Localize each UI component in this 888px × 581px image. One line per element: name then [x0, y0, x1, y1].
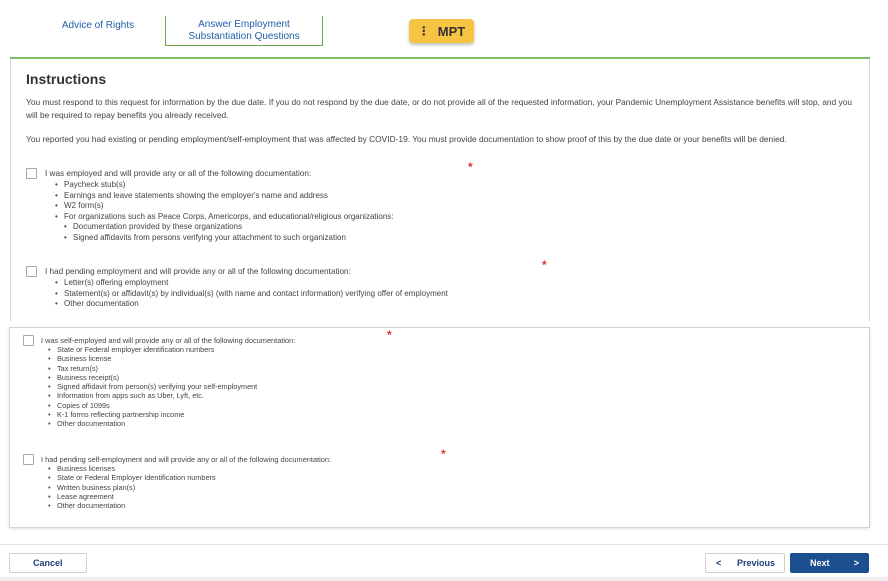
option-pending-employment-label: I had pending employment and will provide any or all of the following documentation:	[45, 267, 351, 276]
more-vertical-icon: ⋮	[417, 24, 430, 38]
pending-employment-doc-list	[53, 278, 448, 310]
pending-self-employment-doc-list	[46, 464, 216, 510]
employed-doc-list	[53, 180, 394, 244]
list-item: • Paycheck stub(s)	[53, 180, 394, 191]
tab-answer-line2: Substantiation Questions	[188, 31, 300, 42]
tab-answer-employment[interactable]	[165, 16, 323, 46]
list-item: • Business licenses	[46, 464, 216, 473]
list-item: • Written business plan(s)	[46, 483, 216, 492]
footer-divider	[0, 544, 888, 545]
list-item: • Signed affidavit from person(s) verifying your self-employment	[46, 382, 257, 391]
list-item: • Lease agreement	[46, 492, 216, 501]
list-item: • K-1 forms reflecting partnership income	[46, 410, 257, 419]
instructions-panel	[10, 59, 870, 321]
chevron-left-icon: <	[716, 558, 722, 568]
list-item: • Other documentation	[46, 419, 257, 428]
list-item: • Other documentation	[53, 299, 448, 310]
next-button[interactable]	[790, 553, 869, 573]
required-asterisk: *	[387, 328, 392, 342]
chevron-right-icon: >	[853, 558, 859, 568]
list-item: • Tax return(s)	[46, 364, 257, 373]
self-employed-doc-list	[46, 345, 257, 429]
list-item: • Statement(s) or affidavit(s) by individual(s) (with name and contact information) verifying offer of employment	[53, 289, 448, 300]
required-asterisk: *	[441, 447, 446, 461]
list-item: • Earnings and leave statements showing the employer's name and address	[53, 191, 394, 202]
mpt-button[interactable]	[409, 19, 474, 43]
checkbox-pending-self-employment[interactable]	[23, 454, 34, 465]
list-item: • State or Federal employer identification numbers	[46, 345, 257, 354]
mpt-label: MPT	[437, 23, 466, 39]
list-item: • W2 form(s)	[53, 201, 394, 212]
option-employed-label: I was employed and will provide any or all of the following documentation:	[45, 169, 312, 178]
instructions-paragraph-1: You must respond to this request for information by the due date. If you do not respond by the due date, or do not provide all of the requested information, your Pandemic Unemployment Assistance benefits will stop, and you will be required to repay benefits you already received.	[26, 97, 853, 120]
page-title: Instructions	[26, 71, 107, 87]
cancel-button[interactable]	[9, 553, 87, 573]
tab-bar	[0, 0, 888, 60]
tab-advice-of-rights[interactable]: Advice of Rights	[61, 20, 135, 31]
list-item: • Business license	[46, 354, 257, 363]
list-item: • Information from apps such as Uber, Lyft, etc.	[46, 391, 257, 400]
list-item: • State or Federal Employer Identification numbers	[46, 473, 216, 482]
checkbox-pending-employment[interactable]	[26, 266, 37, 277]
cancel-label: Cancel	[33, 558, 63, 568]
option-pending-self-employment-label: I had pending self-employment and will provide any or all of the following documentation:	[41, 455, 332, 464]
instructions-paragraph-2: You reported you had existing or pending employment/self-employment that was affected by COVID-19. You must provide documentation to show proof of this by the due date or your benefits will be denied.	[26, 134, 787, 144]
checkbox-self-employed[interactable]	[23, 335, 34, 346]
required-asterisk: *	[542, 258, 547, 272]
list-item: • Letter(s) offering employment	[53, 278, 448, 289]
bottom-strip	[0, 577, 888, 581]
previous-label: Previous	[737, 558, 776, 568]
list-subitem: • Signed affidavits from persons verifying your attachment to such organization	[53, 233, 394, 244]
option-self-employed-label: I was self-employed and will provide any or all of the following documentation:	[41, 336, 296, 345]
list-item: • Other documentation	[46, 501, 216, 510]
self-employment-panel	[9, 327, 870, 528]
list-item: • Business receipt(s)	[46, 373, 257, 382]
next-label: Next	[810, 558, 830, 568]
required-asterisk: *	[468, 160, 473, 174]
list-item: • For organizations such as Peace Corps, Americorps, and educational/religious organizations:	[53, 212, 394, 223]
list-item: • Copies of 1099s	[46, 401, 257, 410]
checkbox-employed[interactable]	[26, 168, 37, 179]
previous-button[interactable]	[705, 553, 785, 573]
list-subitem: • Documentation provided by these organizations	[53, 222, 394, 233]
tab-answer-line1: Answer Employment	[198, 19, 290, 30]
